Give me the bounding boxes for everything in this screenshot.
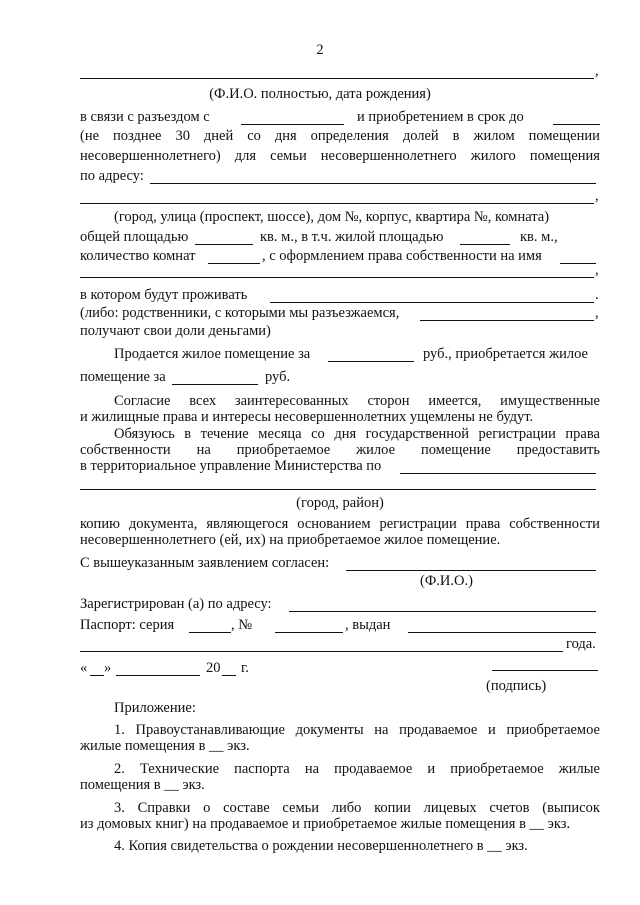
word: собственности bbox=[509, 516, 600, 532]
word: Справки bbox=[137, 800, 191, 816]
passport-text-1: Паспорт: серия bbox=[80, 617, 175, 633]
ploshad-text-2: кв. м., в т.ч. жилой площадью bbox=[260, 229, 444, 245]
imya-blank-2 bbox=[80, 277, 594, 278]
word: права bbox=[465, 516, 501, 532]
date-year-blank bbox=[222, 675, 236, 676]
ploshad-text-1: общей площадью bbox=[80, 229, 189, 245]
zaregistr-text: Зарегистрирован (а) по адресу: bbox=[80, 596, 272, 612]
imya-blank-1 bbox=[560, 263, 596, 264]
signature-blank bbox=[492, 670, 598, 671]
address-blank-2 bbox=[80, 203, 594, 204]
date-month-blank bbox=[116, 675, 200, 676]
word: (не bbox=[80, 128, 100, 144]
komnat-text-1: количество комнат bbox=[80, 248, 196, 264]
komnat-blank bbox=[208, 263, 260, 264]
komnat-text-2: , с оформлением права собственности на имя bbox=[262, 248, 542, 264]
word: предоставить bbox=[516, 442, 600, 458]
word: 2. bbox=[114, 761, 125, 777]
word: собственности bbox=[80, 442, 171, 458]
razezd-blank bbox=[241, 124, 344, 125]
territ-blank-2 bbox=[80, 489, 596, 490]
word: Согласие bbox=[114, 393, 171, 409]
word: несовершеннолетнего bbox=[320, 148, 457, 164]
word: и bbox=[427, 761, 436, 777]
period: . bbox=[595, 287, 599, 303]
word: семьи bbox=[282, 800, 320, 816]
prodaetsya-text-2: руб., приобретается жилое bbox=[423, 346, 588, 362]
vydan-blank bbox=[408, 632, 596, 633]
word: приобретаемое bbox=[236, 442, 331, 458]
territ-blank-1 bbox=[400, 473, 596, 474]
word: жилом bbox=[473, 128, 515, 144]
word: на bbox=[196, 442, 211, 458]
word: регистрации bbox=[478, 426, 556, 442]
word: заинтересованных bbox=[234, 393, 349, 409]
prozhivat-blank bbox=[270, 302, 594, 303]
date-close-quote: » bbox=[104, 660, 112, 676]
comma: , bbox=[595, 63, 599, 79]
word: являющегося bbox=[206, 516, 289, 532]
poluchat-text: получают свои доли деньгами) bbox=[80, 323, 271, 339]
appendix-item-3-line-2: из домовых книг) на продаваемое и приобретаемое жилые помещения в __ экз. bbox=[80, 816, 571, 832]
word: продаваемое bbox=[334, 761, 413, 777]
word: для bbox=[234, 148, 257, 164]
word: составе bbox=[223, 800, 270, 816]
word: и bbox=[488, 722, 496, 738]
date-open-quote: « bbox=[80, 660, 88, 676]
date-day-blank bbox=[90, 675, 104, 676]
appendix-item-3-line-1 bbox=[114, 800, 600, 817]
word: документы bbox=[295, 722, 364, 738]
appendix-title: Приложение: bbox=[114, 700, 196, 716]
ne-pozdnee-line bbox=[80, 128, 600, 145]
nesov-ei-text: несовершеннолетнего (ей, их) на приобретаемое жилое помещение. bbox=[80, 532, 501, 548]
word: на bbox=[304, 761, 320, 777]
appendix-item-2-line-1 bbox=[114, 761, 600, 778]
kopiyu-line bbox=[80, 516, 600, 533]
word: долей bbox=[402, 128, 439, 144]
libo-blank bbox=[420, 320, 594, 321]
appendix-item-2-line-2: помещения в __ экз. bbox=[80, 777, 205, 793]
fio-caption: (Ф.И.О. полностью, дата рождения) bbox=[209, 86, 431, 102]
ploshad-text-3: кв. м., bbox=[520, 229, 558, 245]
soglasen-blank bbox=[346, 570, 596, 571]
word: государственной bbox=[365, 426, 469, 442]
word: дней bbox=[203, 128, 234, 144]
razezd-text-2: и приобретением в срок до bbox=[357, 109, 524, 125]
name-blank-line bbox=[80, 78, 594, 79]
zaregistr-blank bbox=[289, 611, 596, 612]
passport-text-3: , выдан bbox=[345, 617, 391, 633]
ploshad-blank-2 bbox=[460, 244, 510, 245]
sobstv-line bbox=[80, 442, 600, 459]
word: несовершеннолетнего) bbox=[80, 148, 221, 164]
word: со bbox=[311, 426, 325, 442]
gorod-caption: (город, район) bbox=[296, 495, 384, 511]
appendix-item-4: 4. Копия свидетельства о рождении несовершеннолетнего в __ экз. bbox=[114, 838, 528, 854]
vydan-blank-2 bbox=[80, 651, 563, 652]
obyazuyus-line bbox=[114, 426, 600, 443]
word: 1. bbox=[114, 722, 125, 738]
libo-text: (либо: родственники, с которыми мы разъезжаемся, bbox=[80, 305, 400, 321]
word: помещения bbox=[529, 148, 600, 164]
word: имеется, bbox=[428, 393, 482, 409]
word: в bbox=[452, 128, 460, 144]
srok-blank bbox=[553, 124, 600, 125]
comma: , bbox=[595, 305, 599, 321]
signature-caption: (подпись) bbox=[486, 678, 547, 694]
word: жилое bbox=[356, 442, 396, 458]
word: паспорта bbox=[234, 761, 290, 777]
word: права bbox=[565, 426, 600, 442]
comma: , bbox=[595, 188, 599, 204]
word: в bbox=[184, 426, 192, 442]
ploshad-blank-1 bbox=[195, 244, 253, 245]
soglasen-text: С вышеуказанным заявлением согласен: bbox=[80, 555, 330, 571]
word: на bbox=[374, 722, 389, 738]
word: 30 bbox=[175, 128, 190, 144]
address-blank-1 bbox=[150, 183, 596, 184]
word: дня bbox=[334, 426, 357, 442]
word: сторон bbox=[367, 393, 410, 409]
date-year-prefix: 20 bbox=[206, 660, 221, 676]
word: Обязуюсь bbox=[114, 426, 175, 442]
word: лицевых bbox=[423, 800, 477, 816]
territ-text: в территориальное управление Министерства по bbox=[80, 458, 382, 474]
word: имущественные bbox=[500, 393, 600, 409]
word: со bbox=[247, 128, 261, 144]
prodaetsya-text-1: Продается жилое помещение за bbox=[114, 346, 311, 362]
word: дня bbox=[274, 128, 297, 144]
word: жилого bbox=[470, 148, 516, 164]
word: о bbox=[203, 800, 211, 816]
word: жилые bbox=[558, 761, 600, 777]
word: документа, bbox=[128, 516, 198, 532]
word: основанием bbox=[297, 516, 371, 532]
word: регистрации bbox=[379, 516, 457, 532]
nesover-line bbox=[80, 148, 600, 165]
passport-number-blank bbox=[275, 632, 343, 633]
appendix-item-1-line-1 bbox=[114, 722, 600, 739]
word: Правоустанавливающие bbox=[135, 722, 285, 738]
word: счетов bbox=[489, 800, 530, 816]
comma: , bbox=[595, 262, 599, 278]
word: (выписок bbox=[542, 800, 600, 816]
word: семьи bbox=[270, 148, 307, 164]
prozhivat-text: в котором будут проживать bbox=[80, 287, 248, 303]
word: приобретаемое bbox=[450, 761, 544, 777]
razezd-text-1: в связи с разъездом с bbox=[80, 109, 210, 125]
pomeshenie-text-1: помещение за bbox=[80, 369, 166, 385]
address-caption: (город, улица (проспект, шоссе), дом №, корпус, квартира №, комната) bbox=[114, 209, 550, 225]
word: 3. bbox=[114, 800, 125, 816]
word: Технические bbox=[139, 761, 220, 777]
passport-series-blank bbox=[189, 632, 231, 633]
passport-text-2: , № bbox=[231, 617, 253, 633]
word: продаваемое bbox=[399, 722, 478, 738]
soglasie-line bbox=[114, 393, 600, 410]
word: всех bbox=[189, 393, 217, 409]
word: приобретаемое bbox=[506, 722, 600, 738]
word: помещении bbox=[528, 128, 600, 144]
page-number: 2 bbox=[316, 42, 324, 58]
word: копии bbox=[374, 800, 411, 816]
zhilishnye-text: и жилищные права и интересы несовершеннолетних ущемлены не будут. bbox=[80, 409, 534, 425]
word: копию bbox=[80, 516, 120, 532]
word: определения bbox=[310, 128, 389, 144]
prodaetsya-blank bbox=[328, 361, 414, 362]
word: позднее bbox=[113, 128, 162, 144]
word: помещение bbox=[420, 442, 491, 458]
appendix-item-1-line-2: жилые помещения в __ экз. bbox=[80, 738, 250, 754]
date-g: г. bbox=[241, 660, 249, 676]
word: месяца bbox=[258, 426, 302, 442]
word: течение bbox=[200, 426, 249, 442]
pomeshenie-blank bbox=[172, 384, 258, 385]
goda-text: года. bbox=[566, 636, 596, 652]
po-adresu-label: по адресу: bbox=[80, 168, 144, 184]
word: либо bbox=[331, 800, 362, 816]
pomeshenie-text-2: руб. bbox=[265, 369, 291, 385]
fio-short-caption: (Ф.И.О.) bbox=[420, 573, 473, 589]
